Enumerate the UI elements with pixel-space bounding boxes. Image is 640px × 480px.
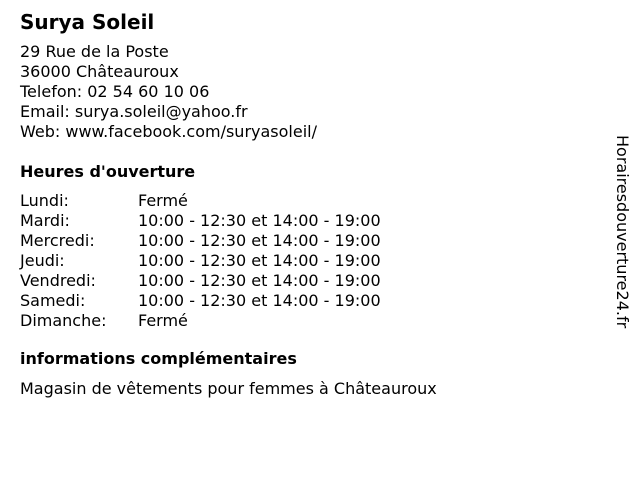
hours-time-value: 10:00 - 12:30 et 14:00 - 19:00 bbox=[138, 231, 381, 250]
business-name: Surya Soleil bbox=[20, 10, 155, 34]
address-street: 29 Rue de la Poste bbox=[20, 42, 169, 61]
hours-row-saturday bbox=[20, 291, 580, 311]
hours-time-value: 10:00 - 12:30 et 14:00 - 19:00 bbox=[138, 271, 381, 290]
hours-row-thursday bbox=[20, 251, 580, 271]
business-card bbox=[20, 10, 580, 399]
hours-day-label: Samedi: bbox=[20, 291, 86, 310]
hours-time-value: Fermé bbox=[138, 311, 188, 330]
hours-table bbox=[20, 191, 580, 331]
site-watermark: Horairesdouverture24.fr bbox=[613, 135, 632, 329]
hours-time-value: 10:00 - 12:30 et 14:00 - 19:00 bbox=[138, 291, 381, 310]
hours-day-label: Vendredi: bbox=[20, 271, 96, 290]
hours-day-label: Mercredi: bbox=[20, 231, 95, 250]
hours-row-wednesday bbox=[20, 231, 580, 251]
hours-day-label: Lundi: bbox=[20, 191, 69, 210]
hours-time-value: 10:00 - 12:30 et 14:00 - 19:00 bbox=[138, 211, 381, 230]
info-heading: informations complémentaires bbox=[20, 349, 297, 368]
email-line: Email: surya.soleil@yahoo.fr bbox=[20, 102, 248, 121]
hours-row-friday bbox=[20, 271, 580, 291]
address-city: 36000 Châteauroux bbox=[20, 62, 179, 81]
info-text: Magasin de vêtements pour femmes à Châteauroux bbox=[20, 379, 437, 398]
hours-day-label: Dimanche: bbox=[20, 311, 107, 330]
hours-row-monday bbox=[20, 191, 580, 211]
hours-time-value: 10:00 - 12:30 et 14:00 - 19:00 bbox=[138, 251, 381, 270]
hours-heading: Heures d'ouverture bbox=[20, 162, 196, 181]
phone-line: Telefon: 02 54 60 10 06 bbox=[20, 82, 210, 101]
hours-row-sunday bbox=[20, 311, 580, 331]
hours-day-label: Jeudi: bbox=[20, 251, 65, 270]
hours-row-tuesday bbox=[20, 211, 580, 231]
hours-time-value: Fermé bbox=[138, 191, 188, 210]
web-line: Web: www.facebook.com/suryasoleil/ bbox=[20, 122, 317, 141]
hours-day-label: Mardi: bbox=[20, 211, 70, 230]
